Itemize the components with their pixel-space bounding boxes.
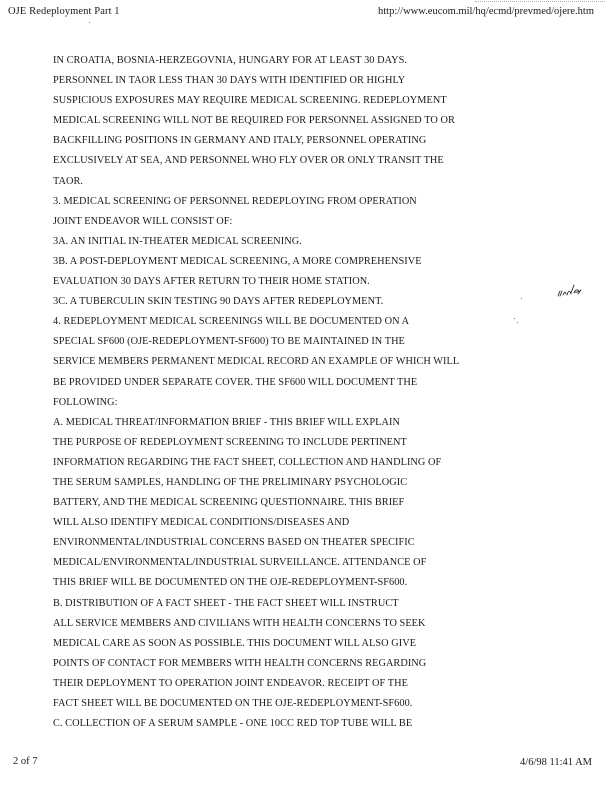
text-line: A. MEDICAL THREAT/INFORMATION BRIEF - THIS BRIEF WILL EXPLAIN [53, 416, 400, 428]
text-line: ENVIRONMENTAL/INDUSTRIAL CONCERNS BASED ON THEATER SPECIFIC [53, 537, 415, 549]
text-line: IN CROATIA, BOSNIA-HERZEGOVNIA, HUNGARY FOR AT LEAST 30 DAYS. [53, 55, 408, 66]
text-line: MEDICAL CARE AS SOON AS POSSIBLE. THIS DOCUMENT WILL ALSO GIVE [53, 637, 417, 649]
text-line: FOLLOWING: [53, 396, 118, 408]
page-header-url: http://www.eucom.mil/hq/ecmd/prevmed/ojere.htm [378, 6, 594, 17]
text-line: SPECIAL SF600 (OJE-REDEPLOYMENT-SF600) TO BE MAINTAINED IN THE [53, 336, 405, 348]
text-line: INFORMATION REGARDING THE FACT SHEET, COLLECTION AND HANDLING OF [53, 456, 442, 468]
text-line: B. DISTRIBUTION OF A FACT SHEET - THE FACT SHEET WILL INSTRUCT [53, 597, 399, 609]
text-line: FACT SHEET WILL BE DOCUMENTED ON THE OJE-REDEPLOYMENT-SF600. [53, 698, 413, 709]
text-line: PERSONNEL IN TAOR LESS THAN 30 DAYS WITH IDENTIFIED OR HIGHLY [53, 75, 406, 87]
scan-speck [514, 318, 515, 319]
text-line: WILL ALSO IDENTIFY MEDICAL CONDITIONS/DISEASES AND [53, 517, 350, 529]
text-line: BATTERY, AND THE MEDICAL SCREENING QUESTIONNAIRE. THIS BRIEF [53, 497, 405, 509]
text-line: MEDICAL SCREENING WILL NOT BE REQUIRED FOR PERSONNEL ASSIGNED TO OR [53, 115, 455, 127]
text-line: 4. REDEPLOYMENT MEDICAL SCREENINGS WILL BE DOCUMENTED ON A [53, 316, 410, 328]
text-line: EXCLUSIVELY AT SEA, AND PERSONNEL WHO FLY OVER OR ONLY TRANSIT THE [53, 155, 444, 167]
scan-speck [89, 22, 90, 23]
scan-speck [521, 298, 522, 299]
text-line: TAOR. [53, 175, 84, 187]
print-timestamp: 4/6/98 11:41 AM [520, 757, 592, 768]
page-header-title: OJE Redeployment Part 1 [8, 6, 120, 17]
text-line: 3. MEDICAL SCREENING OF PERSONNEL REDEPLOYING FROM OPERATION [53, 195, 417, 207]
text-line: POINTS OF CONTACT FOR MEMBERS WITH HEALTH CONCERNS REGARDING [53, 657, 427, 669]
text-line: THE PURPOSE OF REDEPLOYMENT SCREENING TO INCLUDE PERTINENT [53, 436, 407, 448]
top-dotted-rule [475, 1, 605, 2]
text-line: THIS BRIEF WILL BE DOCUMENTED ON THE OJE-REDEPLOYMENT-SF600. [53, 577, 408, 589]
page-number: 2 of 7 [13, 756, 38, 767]
text-line: BE PROVIDED UNDER SEPARATE COVER. THE SF600 WILL DOCUMENT THE [53, 376, 418, 388]
text-line: MEDICAL/ENVIRONMENTAL/INDUSTRIAL SURVEILLANCE. ATTENDANCE OF [53, 557, 427, 569]
text-line: SUSPICIOUS EXPOSURES MAY REQUIRE MEDICAL SCREENING. REDEPLOYMENT [53, 95, 447, 107]
text-line: JOINT ENDEAVOR WILL CONSIST OF: [53, 215, 233, 227]
text-line: BACKFILLING POSITIONS IN GERMANY AND ITALY, PERSONNEL OPERATING [53, 135, 427, 147]
text-line: 3C. A TUBERCULIN SKIN TESTING 90 DAYS AFTER REDEPLOYMENT. [53, 296, 384, 308]
text-line: C. COLLECTION OF A SERUM SAMPLE - ONE 10CC RED TOP TUBE WILL BE [53, 718, 413, 730]
text-line: SERVICE MEMBERS PERMANENT MEDICAL RECORD AN EXAMPLE OF WHICH WILL [53, 356, 460, 368]
scan-speck [517, 322, 518, 323]
text-line: ALL SERVICE MEMBERS AND CIVILIANS WITH HEALTH CONCERNS TO SEEK [53, 617, 426, 629]
handwritten-margin-mark [556, 282, 584, 302]
text-line: 3B. A POST-DEPLOYMENT MEDICAL SCREENING, A MORE COMPREHENSIVE [53, 255, 422, 267]
text-line: 3A. AN INITIAL IN-THEATER MEDICAL SCREENING. [53, 235, 302, 247]
text-line: THEIR DEPLOYMENT TO OPERATION JOINT ENDEAVOR. RECEIPT OF THE [53, 677, 408, 689]
text-line: EVALUATION 30 DAYS AFTER RETURN TO THEIR HOME STATION. [53, 276, 370, 288]
document-body [53, 51, 460, 734]
text-line: THE SERUM SAMPLES, HANDLING OF THE PRELIMINARY PSYCHOLOGIC [53, 476, 408, 488]
